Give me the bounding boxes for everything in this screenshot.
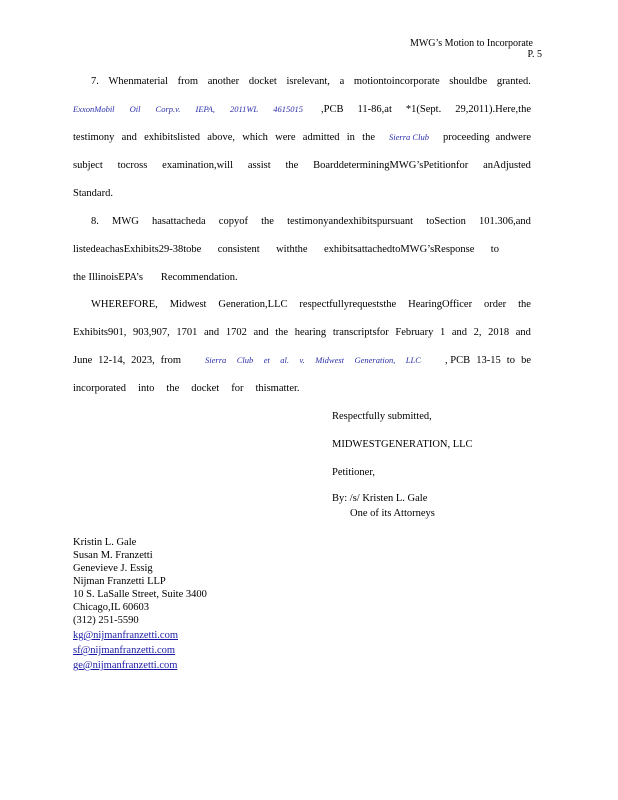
word: hearing xyxy=(294,327,327,338)
wherefore-line1 xyxy=(91,299,531,310)
para7-line4 xyxy=(73,160,531,171)
word: tocross xyxy=(117,160,148,171)
word: Midwest xyxy=(169,299,207,310)
email-link-ge[interactable]: ge@nijmanfranzetti.com xyxy=(73,660,178,671)
word: 8. xyxy=(91,216,99,227)
wherefore-line3 xyxy=(73,355,531,366)
word: transcriptsfor xyxy=(332,327,389,338)
word: Corp.v. xyxy=(155,104,181,114)
word: examination,will xyxy=(162,160,234,171)
word: isrelevant, xyxy=(286,76,330,87)
wherefore-line3-post xyxy=(445,355,531,366)
word: from xyxy=(177,76,199,87)
word: exhibitsattachedtoMWG’sResponse xyxy=(323,244,475,255)
word: assist xyxy=(247,160,271,171)
word: Midwest xyxy=(315,355,345,365)
word: LLC xyxy=(405,355,421,365)
word: motiontoincorporate xyxy=(353,76,440,87)
attorney-line: Genevieve J. Essig xyxy=(73,563,153,574)
word: HearingOfficer xyxy=(408,299,473,310)
word: proceeding xyxy=(443,132,490,143)
word: BoarddeterminingMWG’sPetitionfor xyxy=(313,160,469,171)
word: incorporated xyxy=(73,383,127,394)
word: and xyxy=(204,327,220,338)
word: docket xyxy=(191,383,220,394)
para8-line1 xyxy=(91,216,531,227)
email-link-sf[interactable]: sf@nijmanfranzetti.com xyxy=(73,645,176,656)
word: 1702 xyxy=(225,327,247,338)
word: Oil xyxy=(129,104,141,114)
word: Generation,LLC xyxy=(218,299,288,310)
word: Club xyxy=(236,355,254,365)
word: 29,2011).Here,the xyxy=(455,104,531,115)
para7-line3 xyxy=(73,132,531,143)
word: consistent xyxy=(217,244,260,255)
word: and xyxy=(253,327,269,338)
word: ,PCB xyxy=(321,104,344,115)
word: order xyxy=(484,299,507,310)
word: testimony xyxy=(73,132,115,143)
company-name: MIDWESTGENERATION, LLC xyxy=(332,439,473,450)
word: anAdjusted xyxy=(483,160,531,171)
word: 101.306,and xyxy=(479,216,531,227)
word: the xyxy=(518,299,531,310)
street-address: 10 S. LaSalle Street, Suite 3400 xyxy=(73,589,207,600)
case-caption-italic xyxy=(205,355,421,366)
word: the xyxy=(261,216,274,227)
para8-line2 xyxy=(73,244,499,255)
word: 1701 xyxy=(176,327,198,338)
para7-line3-pre xyxy=(73,132,375,143)
wherefore-line3-pre xyxy=(73,355,181,366)
word: Generation, xyxy=(354,355,396,365)
word: docket xyxy=(248,76,277,87)
word: 1 xyxy=(439,327,446,338)
word: the xyxy=(275,327,289,338)
word: ExxonMobil xyxy=(73,104,115,114)
signature-sub: One of its Attorneys xyxy=(350,508,435,519)
word: 2011WL xyxy=(229,104,259,114)
case-citation xyxy=(73,104,303,115)
word: exhibitslisted xyxy=(144,132,201,143)
word: WHEREFORE, xyxy=(91,299,158,310)
word: Sierra xyxy=(205,355,227,365)
word: be xyxy=(521,355,531,366)
word: Recommendation. xyxy=(160,272,238,283)
attorney-block xyxy=(73,536,207,672)
word: thismatter. xyxy=(255,383,300,394)
word: were xyxy=(275,132,296,143)
word: admitted xyxy=(302,132,340,143)
word: MWG xyxy=(112,216,139,227)
closing: Respectfully submitted, xyxy=(332,411,432,422)
role: Petitioner, xyxy=(332,467,376,478)
word: Whenmaterial xyxy=(108,76,168,87)
word: in xyxy=(346,132,355,143)
word: 13-15 xyxy=(476,355,501,366)
word: a xyxy=(339,76,345,87)
attorney-line: Susan M. Franzetti xyxy=(73,550,153,561)
word: granted. xyxy=(496,76,531,87)
email-link-kg[interactable]: kg@nijmanfranzetti.com xyxy=(73,630,179,641)
wherefore-line2 xyxy=(73,327,531,338)
word: toSection xyxy=(426,216,466,227)
para7-line5-text: Standard. xyxy=(73,188,113,199)
word: shouldbe xyxy=(449,76,488,87)
word: 2, xyxy=(473,327,482,338)
running-header-title: MWG’s Motion to Incorporate xyxy=(409,38,533,49)
word: to xyxy=(506,355,515,366)
wherefore-line4 xyxy=(73,383,531,394)
word: 4615015 xyxy=(273,104,303,114)
word: the xyxy=(285,160,299,171)
word: copyof xyxy=(218,216,248,227)
word: the xyxy=(166,383,180,394)
word: the xyxy=(362,132,375,143)
city-state-zip: Chicago,IL 60603 xyxy=(73,602,150,613)
word: , PCB xyxy=(445,355,471,366)
word: 7. xyxy=(91,76,99,87)
word: to xyxy=(490,244,499,255)
word: another xyxy=(207,76,240,87)
word: and xyxy=(451,327,467,338)
word: al. xyxy=(280,355,290,365)
word: withthe xyxy=(276,244,308,255)
page-number: P. 5 xyxy=(527,49,542,60)
word: 2023, xyxy=(131,355,155,366)
word: into xyxy=(138,383,155,394)
word: v. xyxy=(299,355,305,365)
signature-by: By: /s/ Kristen L. Gale xyxy=(332,493,428,504)
word: *1(Sept. xyxy=(405,104,442,115)
word: 12-14, xyxy=(98,355,126,366)
word: subject xyxy=(73,160,103,171)
word: IEPA, xyxy=(195,104,215,114)
para7-line3-post xyxy=(443,132,531,143)
word: and xyxy=(515,327,531,338)
word: 2018 xyxy=(488,327,510,338)
word: testimonyandexhibitspursuant xyxy=(287,216,414,227)
word: respectfullyrequeststhe xyxy=(299,299,397,310)
word: 11-86,at xyxy=(357,104,392,115)
word: February xyxy=(395,327,434,338)
case-name-italic: Sierra Club xyxy=(389,132,429,142)
para7-line2 xyxy=(73,104,531,115)
word: listedeachasExhibits29-38tobe xyxy=(73,244,202,255)
attorney-line: Kristin L. Gale xyxy=(73,537,137,548)
word: for xyxy=(231,383,244,394)
word: hasattacheda xyxy=(152,216,206,227)
word: above, xyxy=(207,132,235,143)
word: from xyxy=(160,355,181,366)
firm-name: Nijman Franzetti LLP xyxy=(73,576,166,587)
citation-rest xyxy=(321,104,531,115)
word: and xyxy=(121,132,137,143)
para8-line3 xyxy=(73,272,531,283)
word: Exhibits901, xyxy=(73,327,127,338)
phone-number: (312) 251-5590 xyxy=(73,615,139,626)
para7-line1 xyxy=(91,76,531,87)
word: et xyxy=(263,355,270,365)
word: andwere xyxy=(495,132,531,143)
word: 903,907, xyxy=(133,327,170,338)
word: which xyxy=(242,132,268,143)
para7-line5 xyxy=(73,188,531,199)
word: the IllinoisEPA’s xyxy=(73,272,143,283)
word: June xyxy=(73,355,93,366)
